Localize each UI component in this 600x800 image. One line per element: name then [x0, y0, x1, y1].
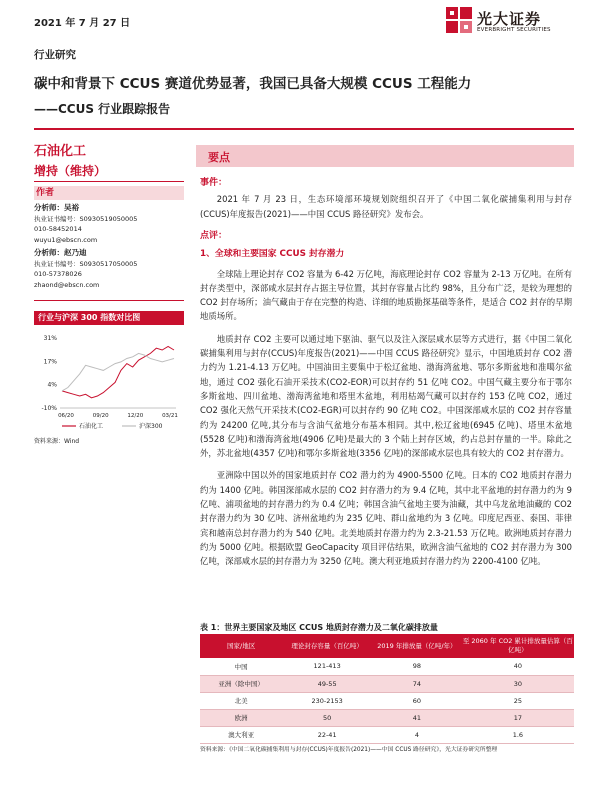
- author-cert: 执业证书编号：S0930519050005: [34, 214, 138, 223]
- x-tick-label: 09/20: [92, 413, 109, 419]
- table-header: 2019 年排放量（亿吨/年）: [372, 634, 462, 658]
- table-cell: 98: [372, 658, 462, 675]
- author-phone: 010-58452014: [34, 225, 82, 233]
- table-cell: 49-55: [282, 675, 372, 692]
- legend-label: 石油化工: [79, 423, 104, 430]
- x-tick-label: 03/21: [162, 413, 178, 419]
- paragraph: 地质封存 CO2 主要可以通过地下驱油、驱气以及注入深层咸水层等方式进行，据《中国二氧化碳捕集利用与封存(CCUS)年度报告(2021)——中国 CCUS 路径研究》显示，中国地质封存 CO2 潜力约为 1.21-4.13 万亿吨。中国油田主要集中于松辽盆地、渤海湾盆地、鄂尔多斯盆地和准噶尔盆地，通过 CO2 强化石油开采技术(CO2-EOR)可以封存约 51 亿吨 CO2。中国气藏主要分布于鄂尔多斯盆地、四川盆地、渤海湾盆地和塔里木盆地，利用枯竭气藏可以封存约 153 亿吨 CO2，通过 CO2 强化天然气开采技术(CO2-EGR)可以封存约 90 亿吨 CO2。中国深部咸水层的 CO2 封存容量约为 24200 亿吨,其分布与含油气盆地分布基本相同。其中,松辽盆地(6945 亿吨)、塔里木盆地(5528 亿吨)和渤海湾盆地(4906 亿吨)是最大的 3 个陆上封存区域，约占总封存量的一半。除此之外，苏北盆地(4357 亿吨)和鄂尔多斯盆地(3356 亿吨)的深部咸水层也具有较大的 CO2 封存潜力。: [200, 333, 572, 459]
- table-row: [200, 692, 574, 709]
- storage-table: [200, 634, 574, 744]
- comment-section: [200, 229, 572, 569]
- logo-text-cn: 光大证券: [477, 10, 542, 28]
- series-line-1: [62, 353, 174, 391]
- table-header: 国家/地区: [200, 634, 282, 658]
- y-tick-label: -10%: [41, 405, 57, 412]
- table-row: [200, 658, 574, 675]
- section-heading: 1、全球和主要国家 CCUS 封存潜力: [200, 249, 345, 260]
- table-row: [200, 726, 574, 743]
- logo-text-en: EVERBRIGHT SECURITIES: [477, 27, 551, 33]
- table-cell: 1.6: [462, 726, 574, 743]
- everbright-logo-icon: [445, 5, 473, 35]
- table-header-row: [200, 634, 574, 658]
- table-cell: 17: [462, 709, 574, 726]
- author-name: 分析师：赵乃迪: [34, 248, 87, 257]
- legend-label: 沪深300: [139, 423, 163, 430]
- index-comparison-chart: [34, 330, 184, 440]
- left-divider: [34, 181, 184, 182]
- table-cell: 121-413: [282, 658, 372, 675]
- event-text: 2021 年 7 月 23 日，生态环境部环境规划院组织召开了《中国二氧化碳捕集利用与封存(CCUS)年度报告(2021)——中国 CCUS 路径研究》发布会。: [200, 194, 572, 219]
- y-tick-label: 4%: [47, 381, 57, 389]
- report-date: 2021 年 7 月 27 日: [34, 18, 131, 29]
- table-cell: 22-41: [282, 726, 372, 743]
- section-label: 行业研究: [34, 49, 76, 61]
- author-card: [34, 203, 184, 245]
- table-cell: 欧洲: [200, 709, 282, 726]
- sector-rating: 增持（维持）: [34, 164, 107, 178]
- x-tick-label: 12/20: [127, 413, 144, 419]
- event-section: [200, 176, 572, 221]
- table-cell: 中国: [200, 658, 282, 675]
- table-header: 至 2060 年 CO2 累计排放量估算（百亿吨）: [462, 634, 574, 658]
- keypoints-bar: [196, 145, 574, 167]
- table-cell: 41: [372, 709, 462, 726]
- author-email[interactable]: zhaond@ebscn.com: [34, 280, 100, 289]
- report-subtitle: ——CCUS 行业跟踪报告: [34, 102, 171, 116]
- author-cert: 执业证书编号：S0930517050005: [34, 259, 138, 268]
- table-cell: 60: [372, 692, 462, 709]
- table-cell: 74: [372, 675, 462, 692]
- paragraph: 亚洲除中国以外的国家地质封存 CO2 潜力约为 4900-5500 亿吨。日本的 CO2 地质封存潜力约为 1400 亿吨。韩国深部咸水层的 CO2 封存潜力约为 9.4 亿吨，其中北平盆地的封存潜力约为 9 亿吨、浦项盆地的封存潜力约为 0.4 亿吨；韩国含油气盆地主要为油藏，其中乌龙盆地油藏的 CO2 封存潜力约为 30 亿吨、济州盆地约为 235 亿吨、群山盆地约为 3 亿吨。印度尼西亚、泰国、菲律宾和越南总封存潜力约为 540 亿吨。北美地质封存潜力约为 2.3-21.53 万亿吨。欧洲地质封存潜力约为 5000 亿吨。根据欧盟 GeoCapacity 项目评估结果，欧洲含油气盆地的 CO2 封存潜力为 300 亿吨，深部咸水层的封存潜力为 3250 亿吨。澳大利亚地质封存潜力约为 2200-4100 亿吨。: [200, 470, 572, 567]
- table-source: 资料来源：《中国二氧化碳捕集利用与封存(CCUS)年度报告(2021)——中国 CCUS 路径研究》，光大证券研究所整理: [200, 747, 498, 753]
- table-row: [200, 709, 574, 726]
- table-row: [200, 675, 574, 692]
- table-cell: 4: [372, 726, 462, 743]
- keypoints-label: 要点: [208, 151, 230, 164]
- sector-name: 石油化工: [34, 144, 87, 159]
- author-card: [34, 248, 184, 290]
- table-title: 表 1：世界主要国家及地区 CCUS 地质封存潜力及二氧化碳排放量: [200, 623, 438, 632]
- chart-source: 资料来源：Wind: [34, 438, 80, 445]
- comment-tag: 点评：: [200, 231, 228, 241]
- y-tick-label: 31%: [43, 335, 57, 342]
- table-cell: 北美: [200, 692, 282, 709]
- report-title: 碳中和背景下 CCUS 赛道优势显著，我国已具备大规模 CCUS 工程能力: [34, 76, 472, 92]
- author-heading: 作者: [34, 186, 184, 200]
- y-tick-label: 17%: [43, 358, 57, 366]
- table-header: 理论封存容量（百亿吨）: [282, 634, 372, 658]
- table-cell: 澳大利亚: [200, 726, 282, 743]
- chart-heading: 行业与沪深 300 指数对比图: [34, 311, 184, 325]
- table-cell: 25: [462, 692, 574, 709]
- brand-logo: [445, 5, 575, 41]
- table-cell: 50: [282, 709, 372, 726]
- x-tick-label: 06/20: [58, 413, 74, 419]
- table-cell: 30: [462, 675, 574, 692]
- paragraph: 全球陆上理论封存 CO2 容量为 6-42 万亿吨，海底理论封存 CO2 容量为 2-13 万亿吨。在所有封存类型中，深部咸水层封存占据主导位置，其封存容量占比约 98%，且分布广泛，是较为理想的 CO2 封存场所；油气藏由于存在完整的构造、详细的地质勘探基础等条件，是适合 CO2 封存的早期地质场所。: [200, 268, 572, 322]
- author-name: 分析师：吴裕: [34, 203, 79, 212]
- title-divider: [34, 128, 574, 130]
- author-email[interactable]: wuyu1@ebscn.com: [34, 235, 98, 244]
- author-phone: 010-57378026: [34, 270, 82, 278]
- series-line-0: [62, 347, 174, 398]
- left-divider: [34, 300, 184, 301]
- table-cell: 40: [462, 658, 574, 675]
- table-cell: 亚洲（除中国）: [200, 675, 282, 692]
- event-tag: 事件：: [200, 178, 228, 188]
- table-cell: 230-2153: [282, 692, 372, 709]
